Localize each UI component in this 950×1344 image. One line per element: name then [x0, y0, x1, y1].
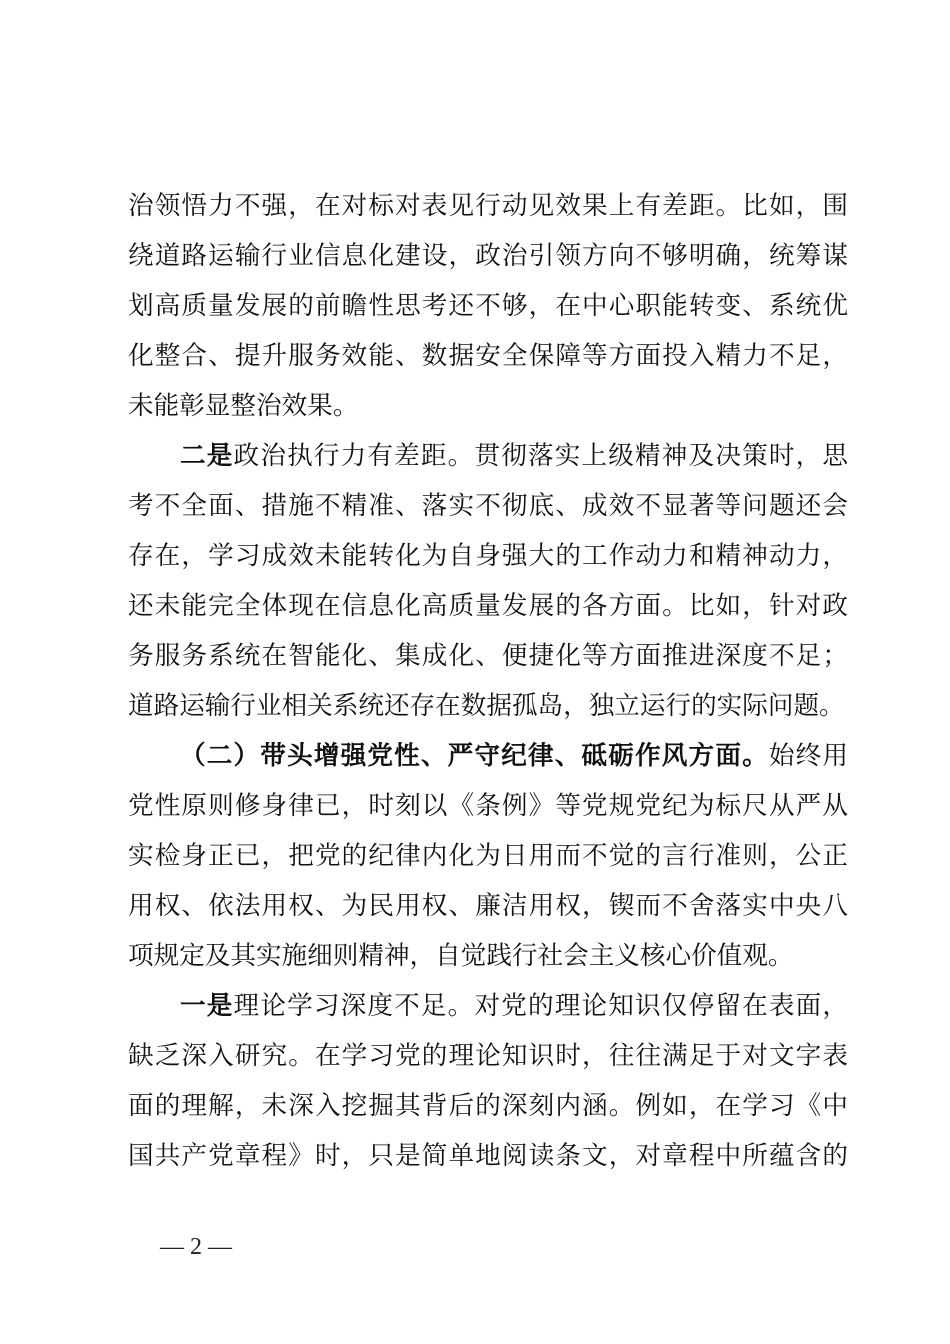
paragraph-4-lead-label: 一是: [180, 991, 234, 1021]
paragraph-3-line-5: 项规定及其实施细则精神，自觉践行社会主义核心价值观。: [128, 941, 794, 971]
paragraph-3-line-2: 党性原则修身律已，时刻以《条例》等党规党纪为标尺从严从: [128, 791, 848, 821]
paragraph-4-line-2: 缺乏深入研究。在学习党的理论知识时，往往满足于对文字表: [128, 1041, 848, 1071]
paragraph-2-line-5: 务服务系统在智能化、集成化、便捷化等方面推进深度不足；: [128, 641, 848, 671]
paragraph-4-line-4: 国共产党章程》时，只是简单地阅读条文，对章程中所蕴含的: [128, 1141, 848, 1171]
paragraph-2-line-4: 还未能完全体现在信息化高质量发展的各方面。比如，针对政: [128, 591, 848, 621]
page-number: — 2 —: [160, 1234, 232, 1260]
paragraph-4-line-3: 面的理解，未深入挖掘其背后的深刻内涵。例如，在学习《中: [128, 1091, 848, 1121]
paragraph-3-lead-text: 始终用: [768, 741, 848, 771]
paragraph-3-line-3: 实检身正已，把党的纪律内化为日用而不觉的言行准则，公正: [128, 841, 848, 871]
paragraph-3-line-4: 用权、依法用权、为民用权、廉洁用权，锲而不舍落实中央八: [128, 891, 848, 921]
paragraph-2-line-3: 存在，学习成效未能转化为自身强大的工作动力和精神动力，: [128, 541, 848, 571]
paragraph-1-line-5: 未能彰显整治效果。: [128, 391, 359, 421]
paragraph-1-line-3: 划高质量发展的前瞻性思考还不够，在中心职能转变、系统优: [128, 291, 848, 321]
paragraph-1-line-1: 治领悟力不强，在对标对表见行动见效果上有差距。比如，围: [128, 191, 848, 221]
paragraph-2-lead-label: 二是: [180, 441, 234, 471]
paragraph-2-lead-text: 政治执行力有差距。贯彻落实上级精神及决策时，思: [233, 441, 848, 471]
paragraph-1-line-4: 化整合、提升服务效能、数据安全保障等方面投入精力不足，: [128, 341, 848, 371]
paragraph-4-line-1: [180, 986, 848, 1026]
section-heading: （二）带头增强党性、严守纪律、砥砺作风方面。: [180, 741, 769, 771]
paragraph-2-line-2: 考不全面、措施不精准、落实不彻底、成效不显著等问题还会: [128, 491, 848, 521]
paragraph-2-line-6: 道路运输行业相关系统还存在数据孤岛，独立运行的实际问题。: [128, 691, 845, 721]
paragraph-3-line-1: [180, 736, 848, 776]
paragraph-4-lead-text: 理论学习深度不足。对党的理论知识仅停留在表面，: [233, 991, 848, 1021]
paragraph-2-line-1: [180, 436, 848, 476]
paragraph-1-line-2: 绕道路运输行业信息化建设，政治引领方向不够明确，统筹谋: [128, 241, 848, 271]
